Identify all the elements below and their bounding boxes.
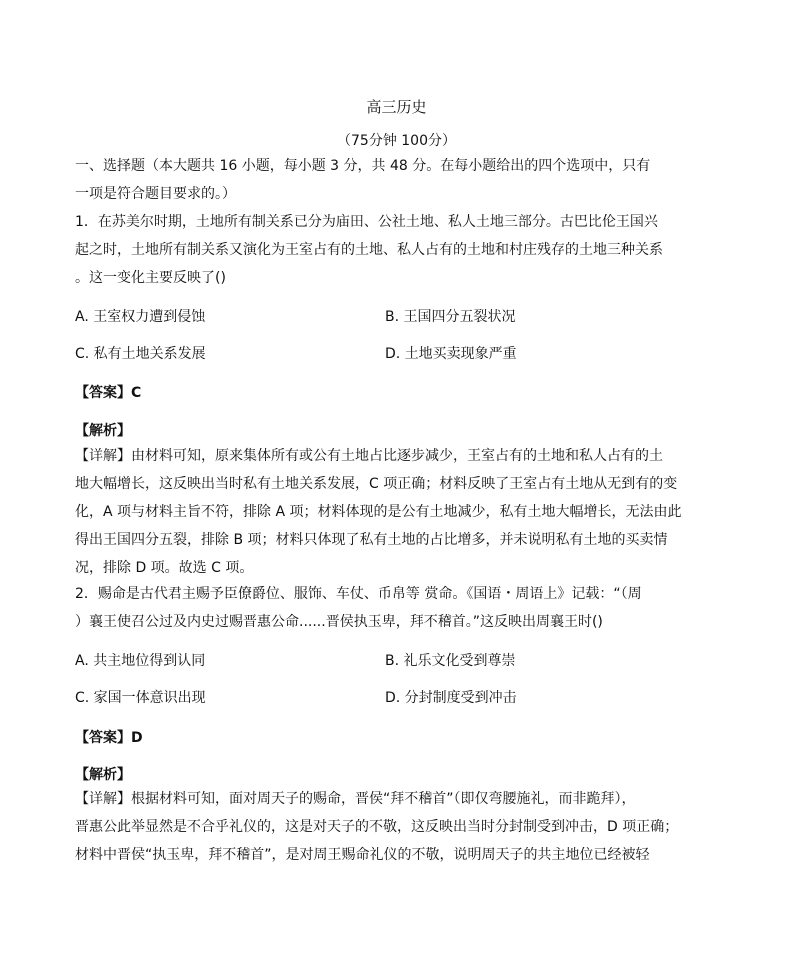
- question-2-option-d: D. 分封制度受到冲击: [385, 690, 517, 706]
- question-2-detail-line: 【详解】根据材料可知，面对周天子的赐命，晋侯“拜不稽首”（即仅弯腰施礼，而非跪拜），: [75, 791, 636, 807]
- question-1-detail-line: 况，排除 D 项。故选 C 项。: [75, 560, 254, 576]
- question-1-option-d: D. 土地买卖现象严重: [385, 346, 517, 362]
- question-2-detail: [75, 785, 679, 869]
- question-2-detail-line: 晋惠公此举显然是不合乎礼仪的，这是对天子的不敬，这反映出当时分封制受到冲击，D 项正确；: [75, 819, 679, 835]
- page-subtitle: （75分钟 100分）: [337, 133, 456, 149]
- question-1-detail-line: 得出王国四分五裂，排除 B 项；材料只体现了私有土地的占比增多，并未说明私有土地的买卖情: [75, 532, 668, 548]
- question-2-stem: [75, 580, 675, 636]
- question-1-line: 。这一变化主要反映了(): [75, 270, 226, 286]
- section-instructions: [75, 152, 675, 208]
- question-1-detail-line: 地大幅增长，这反映出当时私有土地关系发展，C 项正确；材料反映了王室占有土地从无到有的变: [75, 476, 678, 492]
- page-title: 高三历史: [366, 98, 427, 116]
- question-1-stem: [75, 208, 675, 292]
- question-1-line: 起之时，土地所有制关系又演化为王室占有的土地、私人占有的土地和村庄残存的土地三种关系: [75, 242, 663, 258]
- question-1-detail: [75, 442, 682, 582]
- question-2-answer: 【答案】D: [75, 730, 143, 746]
- question-2-line: ）襄王使召公过及内史过赐晋惠公命......晋侯执玉卑，拜不稽首。”这反映出周襄王时(): [75, 614, 603, 630]
- question-1-option-b: B. 王国四分五裂状况: [385, 309, 516, 325]
- section-line: 一、选择题（本大题共 16 小题，每小题 3 分，共 48 分。在每小题给出的四个选项中，只有: [75, 158, 651, 174]
- question-2-analysis-label: 【解析】: [75, 767, 131, 783]
- question-2-detail-line: 材料中晋侯“执玉卑，拜不稽首”，是对周王赐命礼仪的不敬，说明周天子的共主地位已经被轻: [75, 847, 650, 863]
- question-1-line: 1．在苏美尔时期，土地所有制关系已分为庙田、公社土地、私人土地三部分。古巴比伦王国兴: [75, 214, 658, 230]
- question-2-option-a: A. 共主地位得到认同: [75, 653, 206, 669]
- question-1-analysis-label: 【解析】: [75, 423, 131, 439]
- question-1-detail-line: 【详解】由材料可知，原来集体所有或公有土地占比逐步减少，王室占有的土地和私人占有的土: [75, 448, 663, 464]
- question-1-answer: 【答案】C: [75, 385, 142, 401]
- question-2-option-c: C. 家国一体意识出现: [75, 690, 206, 706]
- question-1-option-c: C. 私有土地关系发展: [75, 346, 206, 362]
- question-1-option-a: A. 王室权力遭到侵蚀: [75, 309, 206, 325]
- question-2-line: 2．赐命是古代君主赐予臣僚爵位、服饰、车仗、币帛等 赏命。《国语・周语上》记载：“（周: [75, 586, 642, 602]
- question-2-option-b: B. 礼乐文化受到尊崇: [385, 653, 516, 669]
- question-1-detail-line: 化，A 项与材料主旨不符，排除 A 项；材料体现的是公有土地减少，私有土地大幅增长，无法由此: [75, 504, 682, 520]
- section-line: 一项是符合题目要求的。）: [75, 186, 236, 202]
